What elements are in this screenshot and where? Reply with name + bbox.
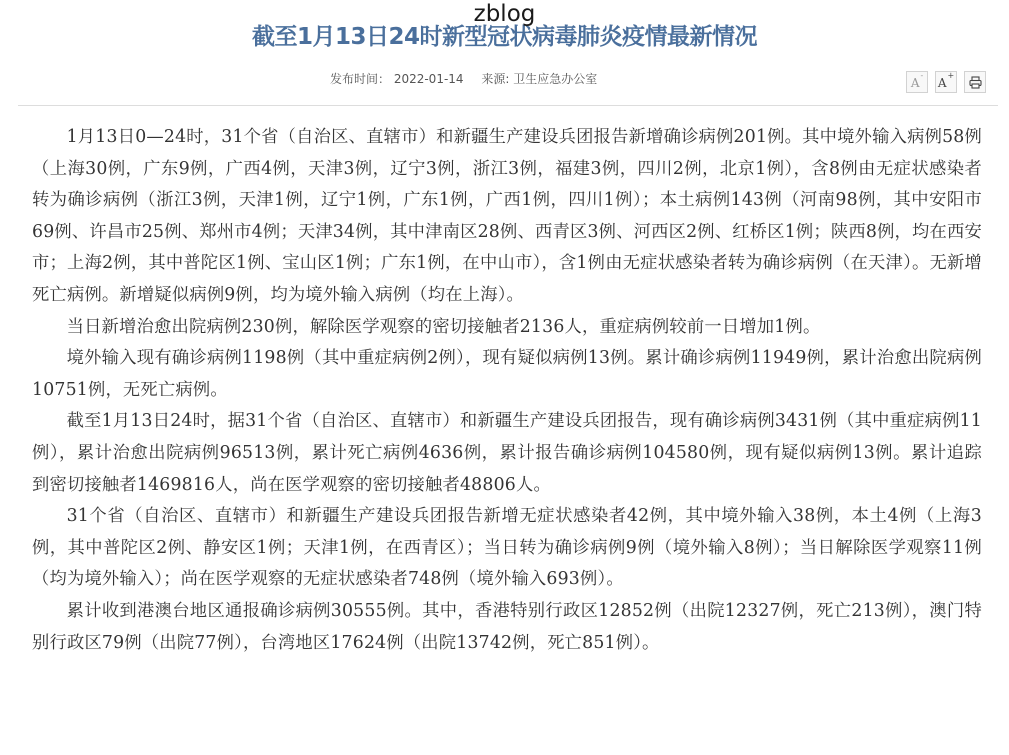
paragraph: 累计收到港澳台地区通报确诊病例30555例。其中，香港特别行政区12852例（出院12327例，死亡213例），澳门特别行政区79例（出院77例），台湾地区17624例（出院13742例，死亡851例）。 (32, 600, 982, 653)
paragraph: 31个省（自治区、直辖市）和新疆生产建设兵团报告新增无症状感染者42例，其中境外输入38例，本土4例（上海3例，其中普陀区2例、静安区1例；天津1例，在西青区）；当日转为确诊病例9例（境外输入8例）；当日解除医学观察11例（均为境外输入）；尚在医学观察的无症状感染者748例（境外输入693例）。 (32, 506, 982, 590)
watermark-text: zblog (473, 1, 536, 27)
paragraph: 境外输入现有确诊病例1198例（其中重症病例2例），现有疑似病例13例。累计确诊病例11949例，累计治愈出院病例10751例，无死亡病例。 (32, 348, 982, 400)
font-larger-letter: A (937, 75, 947, 90)
paragraph: 1月13日0—24时，31个省（自治区、直辖市）和新疆生产建设兵团报告新增确诊病例201例。其中境外输入病例58例（上海30例，广东9例，广西4例，天津3例，辽宁3例，浙江3例，福建3例，四川2例，北京1例），含8例由无症状感染者转为确诊病例（浙江3例，天津1例，辽宁1例，广东1例，广西1例，四川1例）；本土病例143例（河南98例，其中安阳市69例、许昌市25例、郑州市4例；天津34例，其中津南区28例、西青区3例、河西区2例、红桥区1例；陕西8例，均在西安市；上海2例，其中普陀区1例、宝山区1例；广东1例，在中山市），含1例由无症状感染者转为确诊病例（在天津）。无新增死亡病例。新增疑似病例9例，均为境外输入病例（均在上海）。 (32, 127, 982, 305)
article-title: 截至1月13日24时新型冠状病毒肺炎疫情最新情况 (251, 24, 758, 50)
header-divider (18, 105, 998, 106)
font-smaller-button[interactable] (906, 71, 928, 93)
font-smaller-icon (910, 70, 924, 90)
paragraph: 截至1月13日24时，据31个省（自治区、直辖市）和新疆生产建设兵团报告，现有确诊病例3431例（其中重症病例11例），累计治愈出院病例96513例，累计死亡病例4636例，累计报告确诊病例104580例，现有疑似病例13例。累计追踪到密切接触者1469816人，尚在医学观察的密切接触者48806人。 (32, 411, 982, 495)
font-larger-icon (937, 70, 955, 90)
font-smaller-letter: A (910, 75, 920, 90)
font-smaller-sign: - (920, 70, 924, 80)
font-larger-button[interactable] (935, 71, 957, 93)
article-meta (330, 70, 611, 88)
article-body (32, 122, 982, 659)
print-button[interactable] (964, 71, 986, 93)
article-source: 来源: 卫生应急办公室 (481, 72, 598, 86)
article-toolbar (906, 71, 986, 93)
font-larger-sign: + (947, 70, 955, 80)
publish-time: 发布时间： 2022-01-14 (330, 72, 464, 86)
printer-icon (969, 76, 982, 89)
paragraph: 当日新增治愈出院病例230例，解除医学观察的密切接触者2136人，重症病例较前一日增加1例。 (66, 316, 821, 337)
